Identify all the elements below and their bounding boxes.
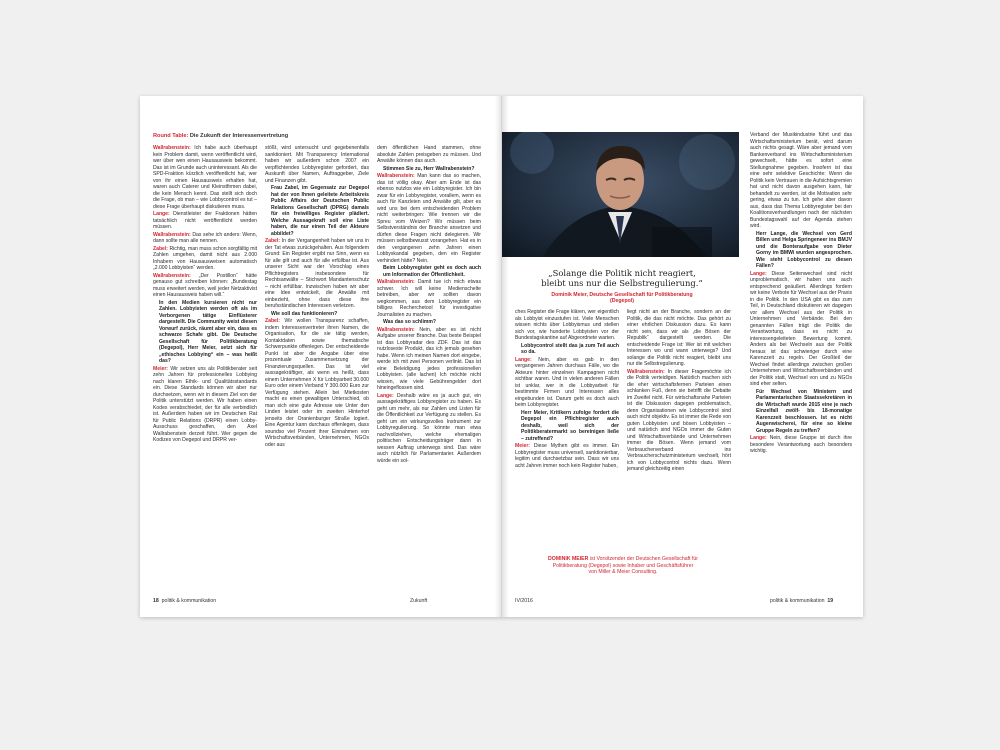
speaker-name: Lange:	[750, 270, 767, 277]
paragraph-text: Ich habe auch überhaupt kein Problem damit, wenn veröffentlicht wird, wer über wen einen Hausausweis bekommt. Das ist im Grunde auch uninteressant. Als die SPD-Fraktion kürzlich veröffentlicht hat, wer von ihr einen Hausausweis erhalten hat, waren auch Caterer und Kleinstfirmen dabei, die kein Mensch kennt. Das stellt sich doch die Frage, ob man – wie Lobbycontrol es tut – diese Frage überhaupt diskutieren muss.	[153, 145, 257, 210]
interview-paragraph	[515, 309, 619, 342]
paragraph-text: Stimmen Sie zu, Herr Wallrabenstein?	[383, 165, 475, 172]
paragraph-text: Man kann das so machen, das ist völlig okay. Aber am Ende ist das ebenso nutzlos wie ein Lobbyregister. Ich bin zwar für ein Lobbyregister, vorallem, wenn es auch für Kanzleien und Anwälte gilt, aber es wird uns bei dem entscheidenden Problem nicht weiterbringen: Wie trennen wir die Spreu vom Weizen? Wir müssen beim Selbstverständnis der Branche ansetzen und dürfen diese Fragen nicht delegieren. Wir müssen selbstbewusst vorangehen. Hat es in den vergangenen zehn Jahren einen Lobbyskandal gegeben, den ein Register verhindert hätte? Nein.	[377, 173, 481, 264]
interview-paragraph	[627, 309, 731, 368]
paragraph-text: In der Vergangenheit haben wir uns in der Tat etwas zurückgehalten. Aus folgendem Grund: Ein Register ergibt nur Sinn, wenn es für alle gilt und auch für alle erfüllbar ist. Aus unserer Sicht war der Vorschlag eines Pflichtregisters insbesondere für Rechtsanwälte – Stichwort Mandantenschutz – nicht erfüllbar. Inzwischen haben wir aber eine Idee entwickelt, die Anwälte mit einbezieht, ohne dass diese ihre berufsständischen Interessen verletzen.	[265, 238, 369, 309]
paragraph-text: Nein, aber es ist nicht Aufgabe unserer Branche. Das beste Beispiel ist das Lobbyradar des ZDF. Das ist das nutzloseste Produkt, das ich jemals gesehen habe. Wenn ich meinen Namen dort eingebe, werde ich mit zwei Personen verlinkt. Das ist eine Beleidigung jedes professionellen Lobbyisten. (alle lachen) Ich möchte nicht wissen, wie viele Gebührengelder dort hineingeflossen sind.	[377, 326, 481, 391]
paragraph-text: Das sehe ich anders: Wenn, dann sollte man alle nennen.	[153, 231, 257, 244]
right-page	[502, 96, 863, 617]
paragraph-text: Nein, diese Gruppe ist durch ihre besondere Verantwortung auch besonders wichtig.	[750, 435, 852, 454]
interview-paragraph	[377, 393, 481, 465]
paragraph-text: Nein, aber es gab in den vergangenen Jahren durchaus Fälle, wo die Akteure hinter einzelnen Kampagnen nicht sichtbar waren. Und in vielen anderen Fällen ist unklar, wer in die Lobbyarbeit für bestimmte Firmen und Interessen alles eingebunden ist. Darum geht es doch auch beim Lobbyregister.	[515, 356, 619, 408]
pull-quote	[540, 268, 704, 304]
interview-paragraph	[153, 145, 257, 210]
paragraph-text: Herr Lange, die Wechsel von Gerd Billen und Helga Springeneer ins BMJV und die Bonteraufgabe von Dieter Gorny im BMWi wurden angesprochen. Wie steht Lobbycontrol zu diesen Fällen?	[756, 230, 852, 269]
speaker-name: Lange:	[515, 356, 532, 363]
paragraph-text: stößt, wird untersucht und gegebenenfalls sanktioniert. Mit Transparency International haben wir außerdem schon 2007 ein verpflichtendes Lobbyregister gefordert, das Auskunft über Namen, Auftraggeber, Ziele und Finanzen gibt.	[265, 145, 369, 184]
interview-paragraph	[377, 279, 481, 318]
paragraph-text: Beim Lobbyregister geht es doch auch um Information der Öffentlichkeit.	[383, 265, 481, 278]
interview-question	[750, 231, 852, 270]
interview-paragraph	[515, 357, 619, 409]
interview-paragraph	[153, 232, 257, 245]
interview-paragraph	[750, 132, 852, 230]
interview-paragraph	[153, 273, 257, 299]
section-name: Zukunft	[410, 598, 428, 604]
speaker-name: Meier:	[153, 365, 169, 372]
page-number: 18	[153, 598, 159, 604]
speaker-name: Wallrabenstein:	[153, 231, 191, 238]
interview-paragraph	[265, 145, 369, 184]
interview-question	[153, 300, 257, 365]
speaker-name: Wallrabenstein:	[153, 145, 191, 151]
interview-paragraph	[377, 327, 481, 392]
paragraph-text: Deshalb wäre es ja auch gut, ein aussagekräftiges Lobbyregister zu haben. Es geht um mehr, als nur Zahlen und Listen für die Öffentlichkeit zur Verfügung zu stellen. Es geht um ein wirkungsvolles Instrument zur Lobbyregulierung. So könnte man etwa nachvollziehen, welche ehemaligen politischen Entscheidungsträger dann in wessen Auftrag unterwegs sind. Das wäre auch nützlich für Parlamentarier. Außerdem würde ein sol-	[377, 392, 482, 464]
portrait-icon	[502, 132, 739, 257]
right-footer	[770, 598, 833, 604]
paragraph-text: Wir wollen Transparenz schaffen, indem Interessenvertreter ihren Namen, die Organisation, für die sie tätig werden, Kontaktdaten sowie thematische Schwerpunkte offenlegen. Der entscheidende Punkt ist aber die Angabe über eine prozentuale Zusammensetzung der Finanzierungsquellen. Das ist viel aussagekräftiger, als wenn es heißt, dass einem Unternehmen X für Lobbyarbeit 30.000 Euro oder einem Verband Y 300.000 Euro zur Verfügung stehen. Allein bei Mietkosten macht es einen gewaltigen Unterschied, ob man sich eine gute Adresse wie Unter den Linden leistet oder im zweiten Hinterhof jenseits der Oranienburger Straße logiert. Eine Agentur kann durchaus offenlegen, dass soundso viel Prozent ihrer Einnahmen von Wirtschaftsverbänden, Unternehmen, NGOs oder aus	[265, 318, 370, 448]
interview-paragraph	[627, 369, 731, 473]
paragraph-text: Für Wechsel von Ministern und Parlamentarischen Staatssekretären in die Wirtschaft wurde 2015 eine je nach Einzelfall zwölf- bis 18-monatige Karenzzeit beschlossen. Ist es nicht Augenwischerei, für eine so kleine Gruppe Regeln zu treffen?	[756, 388, 852, 434]
credit-name: DOMINIK MEIER	[548, 556, 589, 562]
interview-paragraph	[153, 211, 257, 231]
interview-paragraph	[153, 246, 257, 272]
interview-question	[515, 343, 619, 356]
speaker-name: Zabel:	[265, 318, 281, 324]
left-footer	[153, 598, 216, 604]
interview-paragraph	[265, 238, 369, 310]
speaker-name: Wallrabenstein:	[377, 279, 415, 285]
left-page	[140, 96, 501, 617]
author-credit	[548, 556, 698, 576]
text-column-3	[377, 145, 481, 465]
speaker-name: Lange:	[750, 435, 767, 441]
issue-footer	[515, 598, 533, 604]
credit-text: ist Vorsitzender der Deutschen Gesellschaft für Politikberatung (Degepol) sowie Inhaber und Geschäftsführer von Miller & Meier Consulting.	[552, 556, 698, 576]
paragraph-text: Lobbycontrol stellt das ja zum Teil auch so da.	[521, 342, 619, 355]
section-kicker	[153, 133, 288, 139]
speaker-name: Wallrabenstein:	[377, 326, 415, 333]
pull-quote-attribution: Dominik Meier, Deutsche Gesellschaft für Politikberatung (Degepol)	[551, 292, 693, 304]
paragraph-text: liegt nicht an der Branche, sondern an der Politik, die das nicht möchte. Das gehört zu einer ehrlichen Diskussion dazu. Es kann nicht sein, dass wir als „die Bösen der Republik“ dargestellt werden. Die entscheidende Frage ist: Wer ist mit welchen Interessen wo und wann unterwegs? Und solange die Politik nicht reagiert, bleibt uns nur die Selbstregulierung.	[627, 309, 731, 367]
paragraph-text: In dieser Fragemöchte ich die Politik verteidigen. Natürlich machen sich die eher wirtschaftsfernen Parteien einen schlanken Fuß, denn sie betrifft die Debatte im Zweifel nicht. Für wirtschaftsnahe Parteien ist die Diskussion dagegen problematisch, denn Organisationen wie Lobbycontrol sind auch nicht objektiv. Es ist immer die Rede von guten Lobbyisten und bösen Lobbyisten – und natürlich sind NGOs immer die Guten und Wirtschaftsverbände und Unternehmen immer die Bösen. Wenn jemand vom Verbraucherverband ins Verbraucherschutzministerium wechselt, hört ich von Lobbycontrol nichts dazu. Wenn jemand gleichzeitig einen	[627, 368, 731, 472]
paragraph-text: In den Medien kursieren nicht nur Zahlen. Lobbyisten werden oft als im Verborgenen tätige Einflüsterer dargestellt. Die Community weist diesen Vorwurf zurück, räumt aber ein, dass es schwarze Schafe gibt. Die Deutsche Gesellschaft für Politikberatung (Degepol), Herr Meier, setzt sich für „ethisches Lobbying“ ein – was heißt das?	[159, 299, 257, 364]
paragraph-text: Herr Meier, Kritikern zufolge fordert die Degepol ein Pflichtregister auch deshalb, weil sich der Politikberatermarkt so bereinigen ließe – zutreffend?	[521, 409, 619, 442]
interview-paragraph	[377, 173, 481, 264]
interview-paragraph	[153, 366, 257, 444]
paragraph-text: Wie soll das funktionieren?	[271, 310, 338, 317]
paragraph-text: Was das so schlimm?	[383, 319, 437, 325]
magazine-name: politik & kommunikation	[161, 598, 217, 604]
interview-question	[377, 319, 481, 326]
interview-question	[515, 410, 619, 443]
paragraph-text: Wir setzen uns als Politikberater seit zehn Jahren für professionelles Lobbying nach klaren Ethik- und Qualitätsstandards ein. Diese Standards können wir aber nur durchsetzen, wenn wir in diesem Ziel von der Politik unterstützt werden. Wir haben einen Kodex verabschiedet, der für alle verbindlich ist. Außerdem haben wir im Deutschen Rat für Public Relations (DRPR) einen Lobby-Ausschuss geschaffen, den Axel Wallrabenstein derzeit führt. Wer gegen die Kodizes von Degepol und DRPR ver-	[153, 365, 257, 443]
speaker-name: Wallrabenstein:	[153, 272, 191, 279]
speaker-name: Lange:	[377, 392, 394, 399]
speaker-name: Zabel:	[265, 238, 281, 244]
section-footer	[410, 598, 427, 604]
paragraph-text: Diese Mythen gibt es immer. Ein Lobbyregister muss universell, sanktionierbar, legitim und durchsetzbar sein. Dass wir uns acht Jahren immer noch kein Register haben,	[515, 443, 619, 469]
portrait-photo	[502, 132, 739, 257]
speaker-name: Meier:	[515, 443, 531, 449]
paragraph-text: Verband der Musikindustrie führt und das Wirtschaftsministerium berät, wird darum auch nichts gesagt. Wäre aber jemand vom Bankenverband ins Wirtschaftsministerium gewechselt, hätte es sofort eine Stellungnahme gegeben. Insofern ist das eine sehr selektive Geschichte: Wenn die Politik kein Vertrauen in die Aufsichtsgremien hat und nicht davon ausgehen kann, fair behandelt zu werden, ist die Motivation sehr gering, etwas zu tun. Ich gehe aber davon aus, dass das Thema Lobbyregister bei den Koalitionsverhandlungen nach der nächsten Bundestagswahl auf der Agenda stehen wird.	[750, 132, 852, 229]
paragraph-text: Damit tue ich mich etwas schwer. Ich will keine Medienschelte betreiben, aber wir sollten davon wegkommen, aus dem Lobbyregister ein billiges Recherchetool für investigative Journalisten zu machen.	[377, 279, 481, 318]
interview-paragraph	[750, 435, 852, 455]
paragraph-text: „Der Postillon“ hätte genauso gut schreiben können: „Bundestag muss erweitert werden, weil jeder Netzaktivist einen Hausausweis haben will.“	[153, 272, 258, 298]
interview-paragraph	[515, 443, 619, 469]
magazine-name: politik & kommunikation	[770, 598, 825, 604]
speaker-name: Zabel:	[153, 245, 169, 252]
interview-question	[377, 166, 481, 173]
magazine-spread	[140, 96, 863, 617]
interview-question	[750, 389, 852, 435]
text-column-2	[627, 309, 731, 474]
text-column-3	[750, 132, 852, 456]
interview-question	[265, 185, 369, 237]
text-column-2	[265, 145, 369, 449]
paragraph-text: Frau Zabel, im Gegensatz zur Degepol hat der von Ihnen geleitete Arbeitskreis Public Affairs der Deutschen Public Relations Gesellschaft (DPRG) damals für ein freiwilliges Register plädiert. Welche Aussagekraft soll eine Liste haben, die nur einen Teil der Akteure abbildet?	[271, 185, 369, 237]
kicker-label: Round Table:	[153, 133, 189, 139]
interview-paragraph	[377, 145, 481, 165]
speaker-name: Wallrabenstein:	[377, 173, 415, 179]
paragraph-text: ches Register die Frage klären, wer eigentlich als Lobbyist einzustufen ist. Viele Menschen wissen nichts über Lobbyismus und stellen sich vor, wie hunderte Lobbyisten vor der Bundestagskantine auf Abgeordnete warten.	[515, 309, 619, 341]
text-column-1	[515, 309, 619, 470]
speaker-name: Lange:	[153, 211, 170, 217]
interview-question	[265, 311, 369, 318]
paragraph-text: dem öffentlichen Hand stammen, ohne absolute Zahlen preisgeben zu müssen. Und Anwälte können das auch.	[377, 145, 481, 164]
interview-question	[377, 265, 481, 278]
paragraph-text: Richtig, man muss schon sorgfältig mit Zahlen umgehen, damit nicht aus 2.000 Inhabern von Hausausweisen automatisch „2.000 Lobbyisten“ werden.	[153, 245, 257, 271]
kicker-title: Die Zukunft der Interessenvertretung	[189, 133, 289, 139]
page-number: 19	[827, 598, 834, 604]
speaker-name: Wallrabenstein:	[627, 368, 665, 375]
issue-label: IV/2016	[515, 598, 533, 604]
pull-quote-text: „Solange die Politik nicht reagiert, bleibt uns nur die Selbstregulierung.“	[541, 268, 703, 288]
paragraph-text: Dienstleister der Fraktionen hätten tatsächlich nicht veröffentlicht werden müssen.	[153, 211, 257, 230]
text-column-1	[153, 145, 257, 445]
paragraph-text: Diese Seitenwechsel sind nicht unproblematisch, wir haben uns auch entsprechend geäußert. Allerdings fordern wir keine Verbote für Wechsel aus der Praxis in die Politik. In den USA gibt es das zum Teil, in Deutschland diskutieren wir dagegen vor allem Wechsel aus der Politik in Unternehmen und Verbände. Bei den genannten Fällen trägt die Politik die Verantwortung, dass es nicht zu interessengeleiteten Bewertung kommt. Anders als bei Wechseln aus der Politik heraus ist das schwieriger durch eine Karenzzeit zu regeln. Der Großteil der Wechsel findet allerdings zwischen großen Unternehmen und Wirtschaftsverbänden und der Politik statt, Wechsel von und zu NGOs sind eher selten.	[750, 270, 853, 387]
interview-paragraph	[265, 318, 369, 448]
interview-paragraph	[750, 271, 852, 388]
